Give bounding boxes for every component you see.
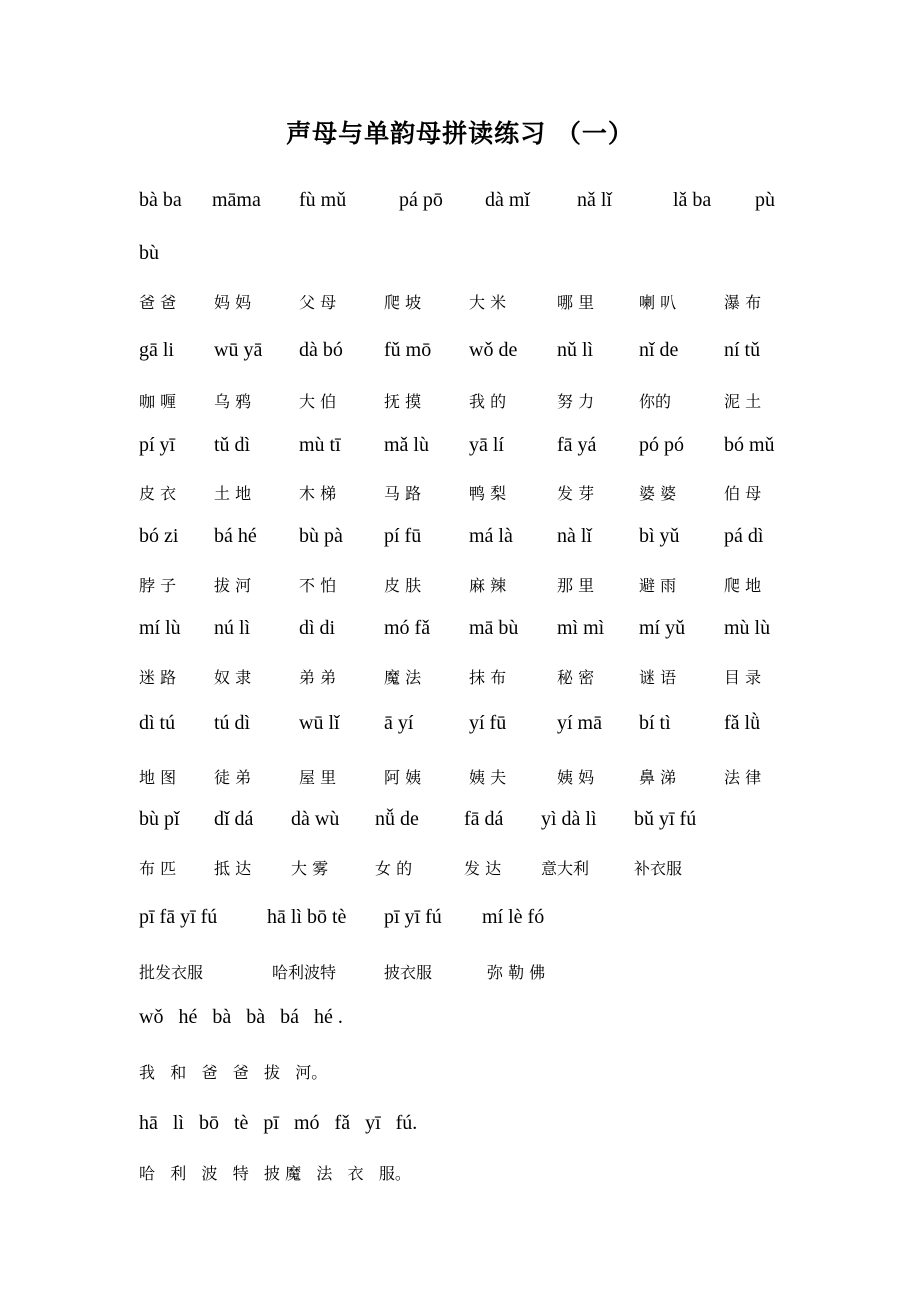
pinyin-word: pó pó [639,434,684,456]
hanzi-word: 那 里 [557,576,595,595]
pinyin-word: mù tī [299,434,341,456]
hanzi-word: 大 米 [469,293,507,312]
pinyin-word: bì yǔ [639,525,680,547]
hanzi-word: 鼻 涕 [639,768,677,787]
hanzi-word: 发 芽 [557,484,595,503]
hanzi-word: 抵 达 [214,859,252,878]
pinyin-word: dà bó [299,339,343,361]
sentence-text: wǒ hé bà bà bá hé . [139,1006,343,1028]
pinyin-word: mù lù [724,617,771,639]
pinyin-word: ā yí [384,712,414,734]
pinyin-word: yí mā [557,712,602,734]
hanzi-word: 瀑 布 [724,293,762,312]
pinyin-word: pá pō [399,189,443,211]
pinyin-word: wū lǐ [299,712,340,734]
hanzi-word: 布 匹 [139,859,177,878]
pinyin-word: pá dì [724,525,764,547]
pinyin-word: nǎ lǐ [577,189,612,211]
pinyin-word: pù [755,189,775,211]
hanzi-word: 避 雨 [639,576,677,595]
hanzi-word: 努 力 [557,392,595,411]
pinyin-word: māma [212,189,261,211]
hanzi-word: 抚 摸 [384,392,422,411]
pinyin-word: dì tú [139,712,176,734]
hanzi-word: 披衣服 [384,963,433,982]
hanzi-word: 姨 妈 [557,768,595,787]
hanzi-word: 鸭 梨 [469,484,507,503]
pinyin-word: bá hé [214,525,257,547]
pinyin-word: wū yā [214,339,263,361]
pinyin-word: yì dà lì [541,808,597,830]
hanzi-word: 你的 [639,392,672,411]
pinyin-word: bǔ yī fú [634,808,697,830]
pinyin-word: mì mì [557,617,605,639]
hanzi-word: 皮 衣 [139,484,177,503]
hanzi-word: 大 伯 [299,392,337,411]
pinyin-word: dì di [299,617,336,639]
hanzi-word: 不 怕 [299,576,337,595]
pinyin-word: bù [139,242,159,264]
sentence-text: 哈 利 波 特 披 魔 法 衣 服。 [139,1164,411,1183]
hanzi-word: 发 达 [464,859,502,878]
pinyin-word: bó mǔ [724,434,775,456]
pinyin-word: hā lì bō tè [267,906,347,928]
hanzi-word: 麻 辣 [469,576,507,595]
hanzi-word: 爸 爸 [139,293,177,312]
hanzi-word: 抹 布 [469,668,507,687]
pinyin-word: fǎ lǜ [724,712,761,734]
hanzi-word: 魔 法 [384,668,422,687]
hanzi-word: 脖 子 [139,576,177,595]
pinyin-word: yā lí [469,434,504,456]
pinyin-word: mí lè fó [482,906,545,928]
pinyin-word: fù mǔ [299,189,347,211]
hanzi-word: 徒 弟 [214,768,252,787]
pinyin-word: wǒ de [469,339,518,361]
pinyin-word: nǚ de [375,808,419,830]
hanzi-word: 哈利波特 [272,963,337,982]
pinyin-word: bí tì [639,712,671,734]
hanzi-word: 爬 坡 [384,293,422,312]
hanzi-word: 屋 里 [299,768,337,787]
pinyin-word: nú lì [214,617,251,639]
hanzi-word: 皮 肤 [384,576,422,595]
pinyin-word: mí yǔ [639,617,686,639]
hanzi-word: 土 地 [214,484,252,503]
pinyin-word: pī fā yī fú [139,906,218,928]
hanzi-word: 咖 喱 [139,392,177,411]
pinyin-word: dǐ dá [214,808,254,830]
hanzi-word: 法 律 [724,768,762,787]
pinyin-word: lǎ ba [673,189,712,211]
hanzi-word: 马 路 [384,484,422,503]
pinyin-word: ní tǔ [724,339,761,361]
hanzi-word: 弥 勒 佛 [487,963,546,982]
page-title: 声母与单韵母拼读练习 （一） [286,119,634,148]
hanzi-word: 我 的 [469,392,507,411]
hanzi-word: 泥 土 [724,392,762,411]
hanzi-word: 地 图 [139,768,177,787]
sentence-text: hā lì bō tè pī mó fǎ yī fú. [139,1112,418,1134]
pinyin-word: fǔ mō [384,339,432,361]
hanzi-word: 乌 鸦 [214,392,252,411]
pinyin-word: dà wù [291,808,340,830]
hanzi-word: 奴 隶 [214,668,252,687]
pinyin-word: pī yī fú [384,906,442,928]
hanzi-word: 目 录 [724,668,762,687]
pinyin-word: fā yá [557,434,597,456]
hanzi-word: 批发衣服 [139,963,204,982]
pinyin-word: tú dì [214,712,251,734]
pinyin-word: tǔ dì [214,434,251,456]
pinyin-word: mǎ lù [384,434,429,456]
pinyin-word: pí fū [384,525,422,547]
pinyin-word: fā dá [464,808,504,830]
hanzi-word: 大 雾 [291,859,329,878]
pinyin-word: nà lǐ [557,525,592,547]
pinyin-word: mí lù [139,617,181,639]
pinyin-word: mó fǎ [384,617,431,639]
pinyin-word: bó zi [139,525,179,547]
hanzi-word: 姨 夫 [469,768,507,787]
pinyin-word: bù pǐ [139,808,180,830]
pinyin-word: má là [469,525,513,547]
hanzi-word: 婆 婆 [639,484,677,503]
sentence-text: 我 和 爸 爸 拔 河。 [139,1063,328,1082]
pinyin-word: bù pà [299,525,343,547]
hanzi-word: 父 母 [299,293,337,312]
pinyin-word: nǐ de [639,339,679,361]
hanzi-word: 秘 密 [557,668,595,687]
hanzi-word: 伯 母 [724,484,762,503]
hanzi-word: 补衣服 [634,859,683,878]
pinyin-word: pí yī [139,434,176,456]
hanzi-word: 拔 河 [214,576,252,595]
hanzi-word: 意大利 [541,859,590,878]
pinyin-word: gā li [139,339,174,361]
pinyin-word: bà ba [139,189,182,211]
hanzi-word: 弟 弟 [299,668,337,687]
pinyin-word: yí fū [469,712,507,734]
pinyin-word: nǔ lì [557,339,594,361]
hanzi-word: 木 梯 [299,484,337,503]
hanzi-word: 阿 姨 [384,768,422,787]
hanzi-word: 女 的 [375,859,413,878]
pinyin-word: dà mǐ [485,189,530,211]
hanzi-word: 喇 叭 [639,293,677,312]
hanzi-word: 哪 里 [557,293,595,312]
hanzi-word: 谜 语 [639,668,677,687]
hanzi-word: 爬 地 [724,576,762,595]
pinyin-word: mā bù [469,617,519,639]
hanzi-word: 妈 妈 [214,293,252,312]
hanzi-word: 迷 路 [139,668,177,687]
